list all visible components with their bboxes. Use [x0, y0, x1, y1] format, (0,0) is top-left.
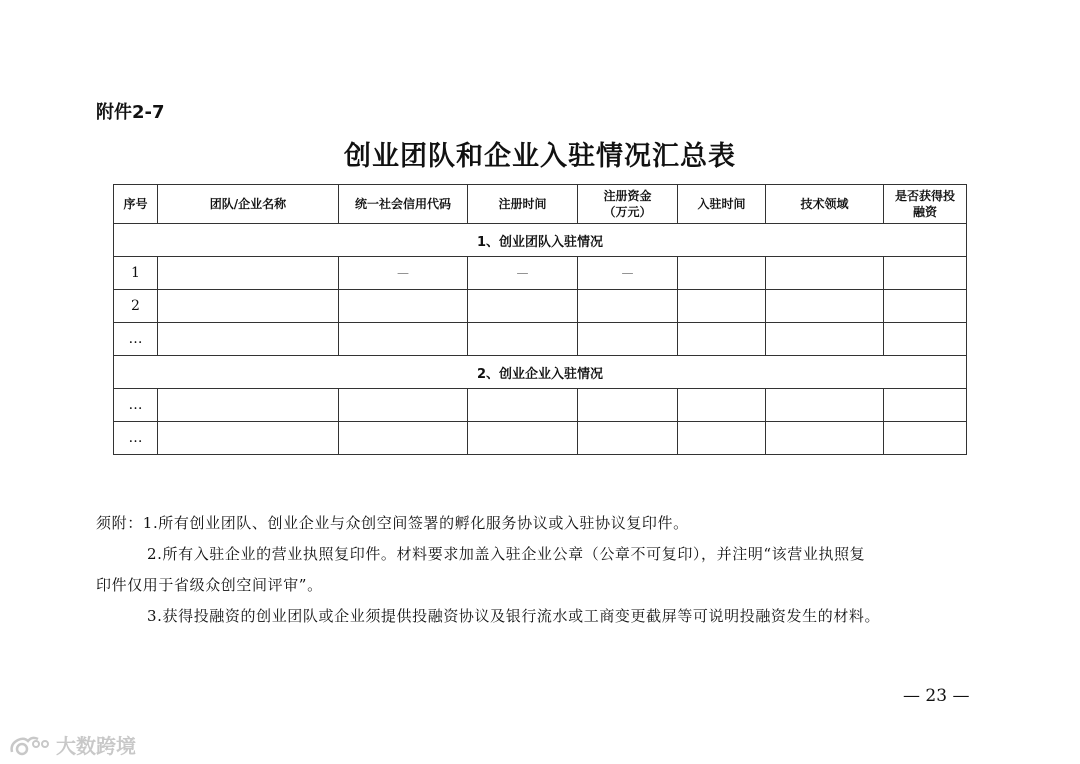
- table-header-row: [114, 185, 967, 224]
- cell-tech-field: [766, 290, 884, 323]
- cell-entry-time: [678, 257, 766, 290]
- note-3: 3.获得投融资的创业团队或企业须提供投融资协议及银行流水或工商变更截屏等可说明投融资发生的材料。: [147, 607, 881, 625]
- cell-reg-time: [468, 323, 578, 356]
- watermark-text: 大数跨境: [56, 734, 136, 758]
- note-2-continued: 印件仅用于省级众创空间评审”。: [96, 576, 323, 594]
- note-1: 须附：1.所有创业团队、创业企业与众创空间签署的孵化服务协议或入驻协议复印件。: [96, 514, 689, 532]
- summary-table: [113, 184, 967, 455]
- cell-financing: [884, 422, 967, 455]
- cell-name: [158, 389, 339, 422]
- cell-credit-code: —: [339, 257, 468, 290]
- header-financing: [884, 185, 967, 224]
- table-row: [114, 323, 967, 356]
- header-credit-code: 统一社会信用代码: [339, 185, 468, 224]
- cell-credit-code: [339, 389, 468, 422]
- header-reg-time: 注册时间: [468, 185, 578, 224]
- cell-financing: [884, 257, 967, 290]
- cell-name: [158, 257, 339, 290]
- cell-entry-time: [678, 290, 766, 323]
- notes-section: [96, 508, 996, 632]
- section-label-enterprises: 2、创业企业入驻情况: [114, 356, 967, 389]
- header-entry-time: 入驻时间: [678, 185, 766, 224]
- cell-credit-code: [339, 290, 468, 323]
- cell-tech-field: [766, 389, 884, 422]
- cell-reg-capital: [578, 389, 678, 422]
- cell-reg-time: [468, 422, 578, 455]
- cell-financing: [884, 323, 967, 356]
- cell-reg-capital: [578, 290, 678, 323]
- cell-reg-capital: [578, 422, 678, 455]
- weibo-logo-icon: [8, 732, 52, 758]
- cell-credit-code: [339, 422, 468, 455]
- header-name: 团队/企业名称: [158, 185, 339, 224]
- cell-reg-capital: —: [578, 257, 678, 290]
- header-financing-line2: 融资: [912, 205, 937, 219]
- section-label-teams: 1、创业团队入驻情况: [114, 224, 967, 257]
- table-row: [114, 257, 967, 290]
- header-reg-capital-line2: （万元）: [603, 205, 652, 219]
- cell-entry-time: [678, 323, 766, 356]
- page-number: — 23 —: [903, 686, 970, 706]
- page-title: 创业团队和企业入驻情况汇总表: [344, 141, 736, 172]
- section-row-enterprises: [114, 356, 967, 389]
- cell-financing: [884, 290, 967, 323]
- row-number: …: [114, 323, 158, 356]
- cell-reg-time: [468, 290, 578, 323]
- cell-name: [158, 422, 339, 455]
- attachment-label: 附件2-7: [96, 102, 165, 123]
- watermark: [8, 730, 136, 759]
- cell-tech-field: [766, 323, 884, 356]
- header-reg-capital-line1: 注册资金: [603, 189, 652, 203]
- cell-reg-time: [468, 389, 578, 422]
- row-number: …: [114, 422, 158, 455]
- table-row: [114, 422, 967, 455]
- table-row: [114, 389, 967, 422]
- cell-reg-time: —: [468, 257, 578, 290]
- header-tech-field: 技术领域: [766, 185, 884, 224]
- cell-entry-time: [678, 389, 766, 422]
- table-row: [114, 290, 967, 323]
- cell-name: [158, 290, 339, 323]
- cell-tech-field: [766, 257, 884, 290]
- header-no: 序号: [114, 185, 158, 224]
- row-number: …: [114, 389, 158, 422]
- cell-tech-field: [766, 422, 884, 455]
- header-financing-line1: 是否获得投: [894, 189, 955, 203]
- cell-entry-time: [678, 422, 766, 455]
- header-reg-capital: [578, 185, 678, 224]
- cell-name: [158, 323, 339, 356]
- cell-reg-capital: [578, 323, 678, 356]
- note-2: 2.所有入驻企业的营业执照复印件。材料要求加盖入驻企业公章（公章不可复印），并注明“该营业执照复: [147, 545, 866, 563]
- row-number: 2: [114, 290, 158, 323]
- row-number: 1: [114, 257, 158, 290]
- cell-credit-code: [339, 323, 468, 356]
- cell-financing: [884, 389, 967, 422]
- section-row-teams: [114, 224, 967, 257]
